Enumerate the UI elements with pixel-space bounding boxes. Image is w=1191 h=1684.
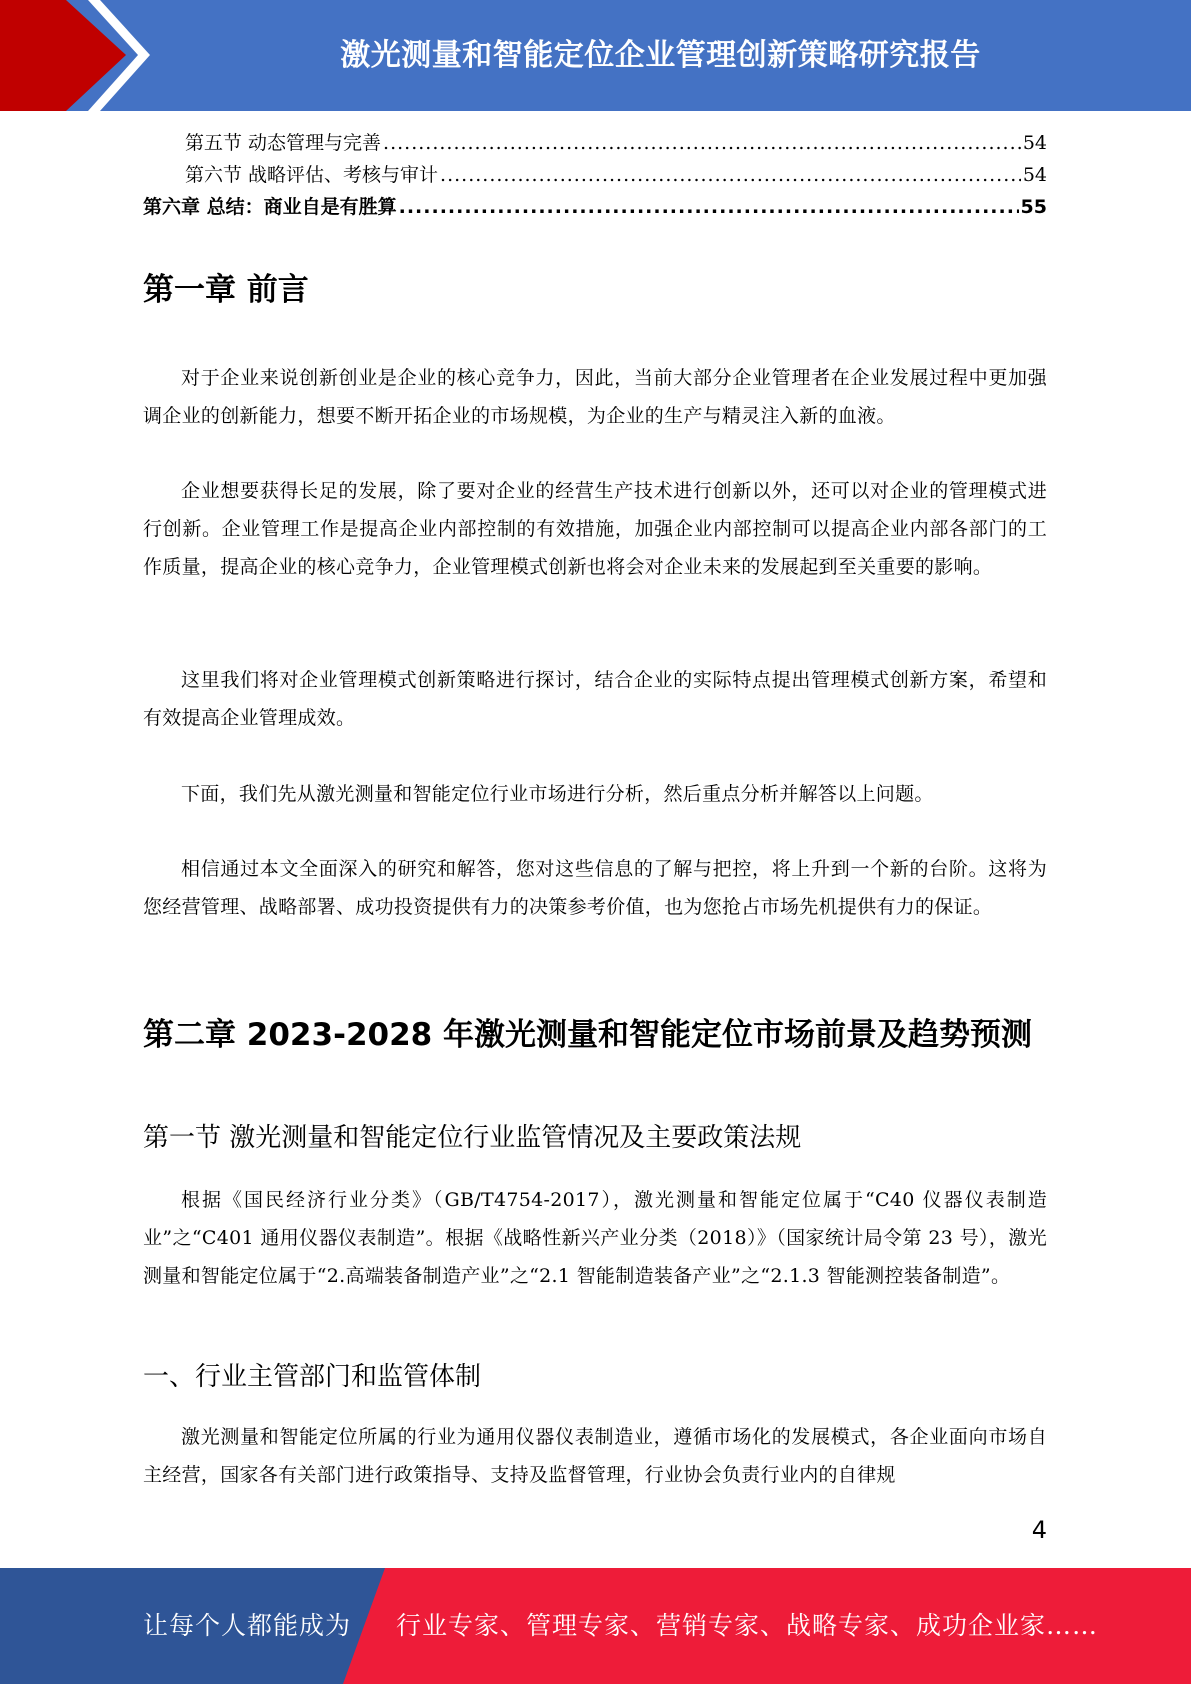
footer-slogan-left: 让每个人都能成为 [143, 1611, 352, 1640]
toc-entry-label: 第六章 总结：商业自是有胜算 [143, 196, 397, 218]
subsection-heading: 一、行业主管部门和监管体制 [143, 1362, 482, 1392]
toc-entry-label: 第五节 动态管理与完善 [185, 132, 382, 154]
body-paragraph: 相信通过本文全面深入的研究和解答，您对这些信息的了解与把控，将上升到一个新的台阶。这将为您经营管理、战略部署、成功投资提供有力的决策参考价值，也为您抢占市场先机提供有力的保证。 [143, 858, 1047, 918]
body-paragraph: 激光测量和智能定位所属的行业为通用仪器仪表制造业，遵循市场化的发展模式，各企业面向市场自主经营，国家各有关部门进行政策指导、支持及监督管理，行业协会负责行业内的自律规 [143, 1426, 1047, 1486]
toc-dot-leader [399, 196, 1019, 218]
body-paragraph: 对于企业来说创新创业是企业的核心竞争力，因此，当前大部分企业管理者在企业发展过程中更加强调企业的创新能力，想要不断开拓企业的市场规模，为企业的生产与精灵注入新的血液。 [143, 367, 1047, 427]
toc-entry[interactable] [143, 160, 1047, 192]
toc-entry[interactable] [143, 128, 1047, 160]
chapter-heading: 第一章 前言 [143, 272, 309, 308]
section-heading: 第一节 激光测量和智能定位行业监管情况及主要政策法规 [143, 1123, 802, 1153]
toc-entry-page: 54 [1022, 132, 1047, 154]
body-paragraph: 下面，我们先从激光测量和智能定位行业市场进行分析，然后重点分析并解答以上问题。 [181, 783, 934, 805]
page-header [0, 0, 1191, 111]
toc-dot-leader [440, 164, 1021, 186]
toc-dot-leader [383, 132, 1021, 154]
body-paragraph: 企业想要获得长足的发展，除了要对企业的经营生产技术进行创新以外，还可以对企业的管理模式进行创新。企业管理工作是提高企业内部控制的有效措施，加强企业内部控制可以提高企业内部各部门的工作质量，提高企业的核心竞争力，企业管理模式创新也将会对企业未来的发展起到至关重要的影响。 [143, 480, 1047, 578]
report-title: 激光测量和智能定位企业管理创新策略研究报告 [340, 38, 981, 73]
body-paragraph: 根据《国民经济行业分类》（GB/T4754-2017），激光测量和智能定位属于“C40 仪器仪表制造业”之“C401 通用仪器仪表制造”。根据《战略性新兴产业分类（2018）》（国家统计局令第 23 号），激光测量和智能定位属于“2.高端装备制造产业”之“2.1 智能制造装备产业”之“2.1.3 智能测控装备制造”。 [143, 1189, 1047, 1287]
chapter-heading: 第二章 2023-2028 年激光测量和智能定位市场前景及趋势预测 [143, 1017, 1033, 1053]
table-of-contents [143, 128, 1047, 224]
toc-entry-page: 54 [1022, 164, 1047, 186]
body-paragraph: 这里我们将对企业管理模式创新策略进行探讨，结合企业的实际特点提出管理模式创新方案，希望和有效提高企业管理成效。 [143, 669, 1047, 729]
footer-slogan-right: 行业专家、管理专家、营销专家、战略专家、成功企业家…… [396, 1611, 1099, 1640]
toc-entry-chapter[interactable] [143, 192, 1047, 224]
page-number: 4 [1031, 1516, 1047, 1544]
toc-entry-label: 第六节 战略评估、考核与审计 [185, 164, 439, 186]
page-footer [0, 1568, 1191, 1684]
toc-entry-page: 55 [1020, 196, 1047, 218]
header-chevron-graphic [0, 0, 160, 111]
